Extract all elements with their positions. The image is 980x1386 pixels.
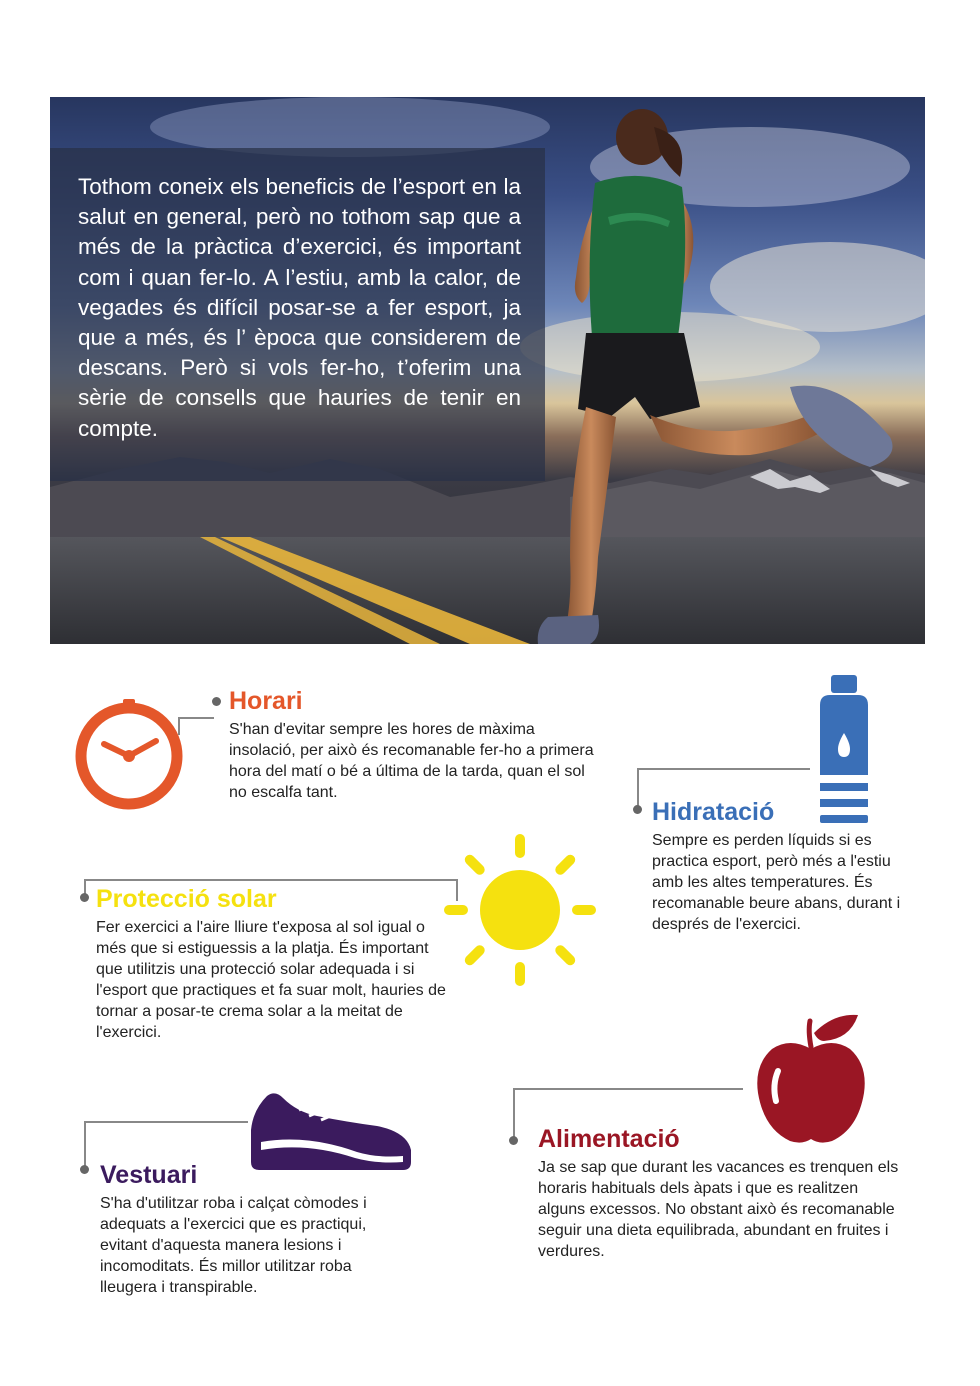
sneaker-icon bbox=[247, 1090, 413, 1172]
section-text: S'ha d'utilitzar roba i calçat còmodes i adequats a l'exercici que es practiqui, evitant d'aquesta manera lesions i incomoditats. És millor utilitzar roba lleugera i transpirable. bbox=[100, 1195, 367, 1296]
section-title: Horari bbox=[229, 687, 303, 715]
section-text: S'han d'evitar sempre les hores de màxima insolació, per això és recomanable fer-ho a primera hora del matí o bé a última de la tarda, quan el sol no escalfa tant. bbox=[229, 721, 594, 801]
connector-line bbox=[513, 1088, 743, 1090]
connector-dot bbox=[212, 697, 221, 706]
connector-dot bbox=[509, 1136, 518, 1145]
connector-line bbox=[456, 879, 458, 901]
section-text: Sempre es perden líquids si es practica esport, però més a l'estiu amb les altes temperatures. És recomanable beure abans, durant i després de l'exercici. bbox=[652, 832, 901, 933]
section-title: Protecció solar bbox=[96, 885, 277, 913]
section-proteccio-solar bbox=[96, 885, 456, 1043]
section-alimentacio bbox=[538, 1125, 908, 1262]
connector-line bbox=[84, 1121, 248, 1123]
connector-dot bbox=[80, 893, 89, 902]
intro-overlay-box bbox=[50, 148, 545, 481]
clock-icon bbox=[72, 699, 186, 813]
section-text: Ja se sap que durant les vacances es trenquen els horaris habituals dels àpats i que es realitzen alguns excessos. No obstant això és recomanable seguir una dieta equilibrada, abundant en fruites i verdures. bbox=[538, 1159, 899, 1260]
section-text: Fer exercici a l'aire lliure t'exposa al sol igual o més que si estiguessis a la platja. És important que utilitzis una protecció solar adequada i si l'esport que practiques et fa suar molt, hauries de tornar a posar-te crema solar a la meitat de l'exercici. bbox=[96, 919, 446, 1041]
connector-line bbox=[84, 1121, 86, 1167]
connector-line bbox=[178, 717, 180, 735]
connector-line bbox=[637, 768, 810, 770]
sun-icon bbox=[444, 834, 596, 986]
section-title: Hidratació bbox=[652, 798, 775, 826]
section-horari bbox=[229, 687, 599, 803]
section-vestuari bbox=[100, 1161, 400, 1298]
connector-dot bbox=[633, 805, 642, 814]
connector-line bbox=[637, 768, 639, 806]
section-title: Vestuari bbox=[100, 1161, 198, 1189]
connector-line bbox=[513, 1088, 515, 1138]
section-hidratacio bbox=[652, 798, 902, 935]
connector-dot bbox=[80, 1165, 89, 1174]
intro-text: Tothom coneix els beneficis de l’esport en la salut en general, però no tothom sap que a més de la pràctica d’exercici, és important com i quan fer-lo. A l’estiu, amb la calor, de vegades és difícil posar-se a fer esport, ja que a més, és l’ època que considerem de descans. Però si vols fer-ho, t’oferim una sèrie de consells que hauries de tenir en compte. bbox=[78, 174, 521, 441]
connector-line bbox=[84, 879, 458, 881]
connector-line bbox=[178, 717, 214, 719]
hero-image bbox=[50, 97, 925, 644]
section-title: Alimentació bbox=[538, 1125, 680, 1153]
